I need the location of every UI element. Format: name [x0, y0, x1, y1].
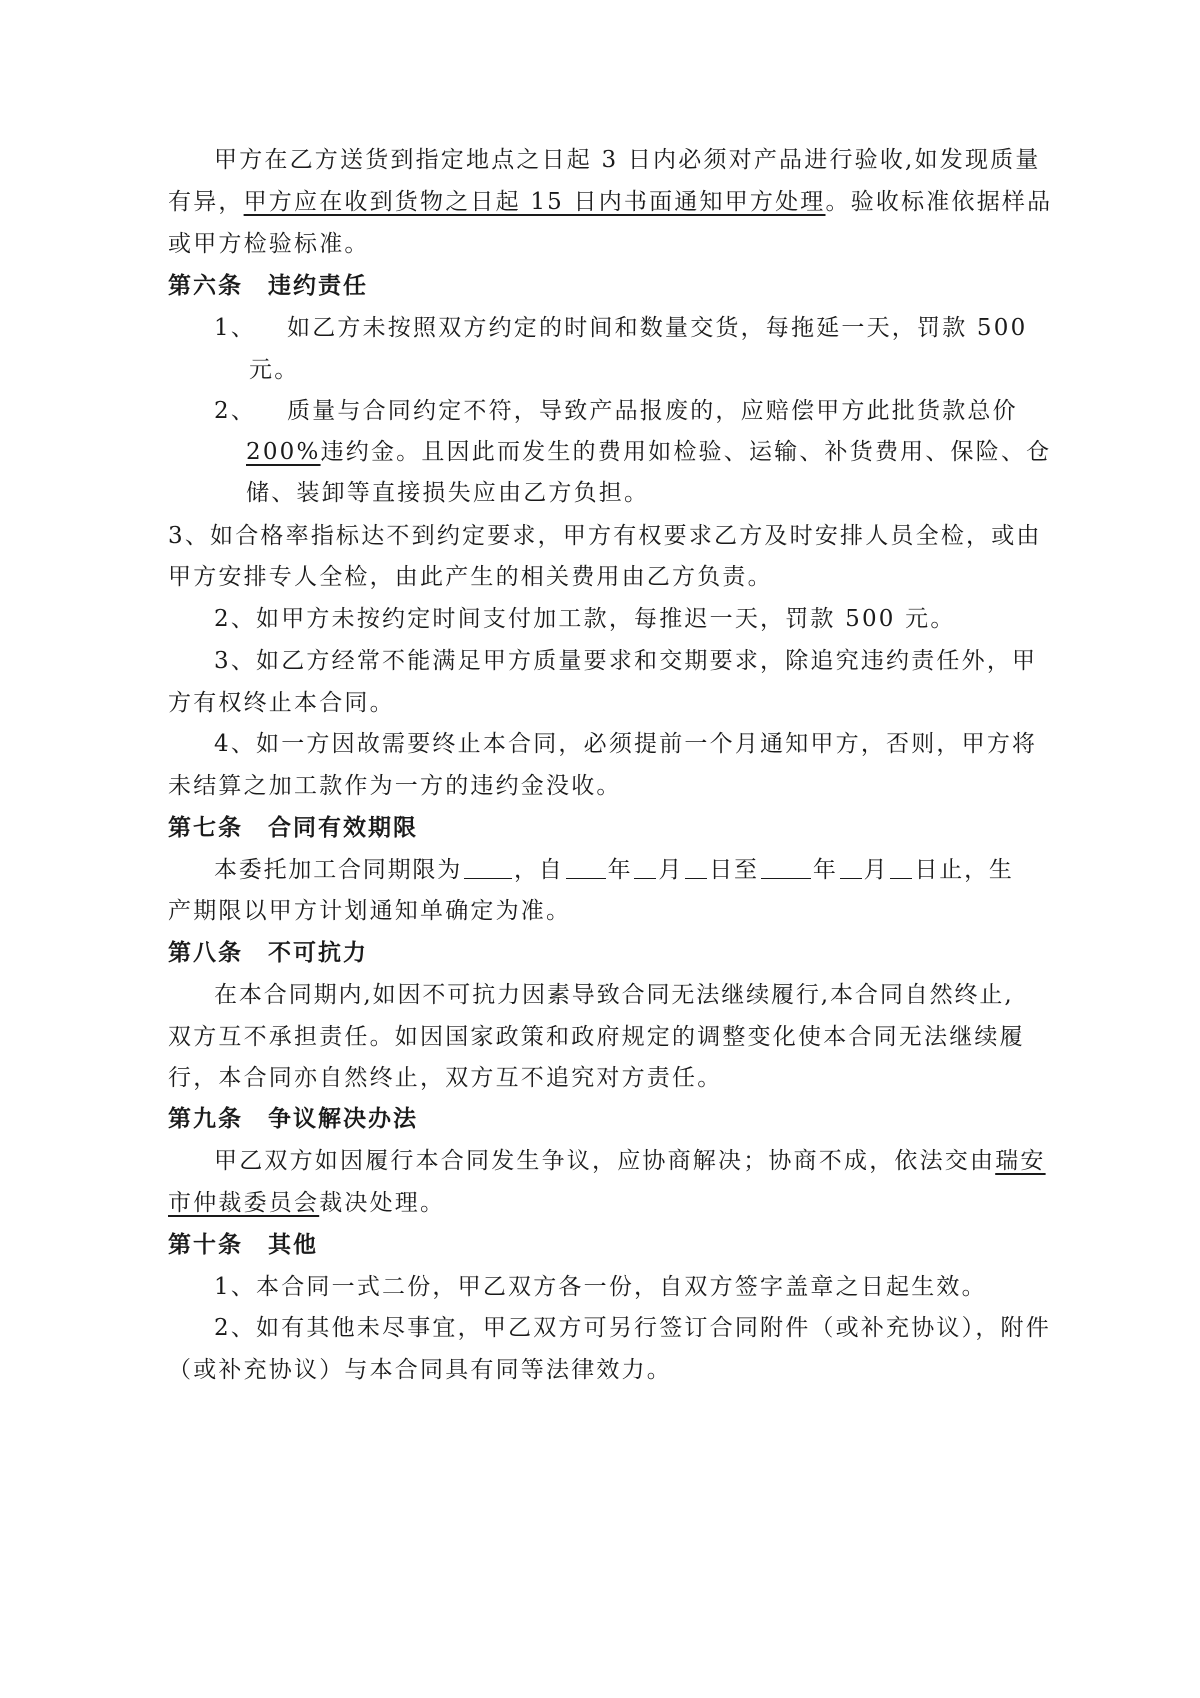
acceptance-paragraph-line-3: 或甲方检验标准。 — [168, 231, 370, 257]
article-6-item-1-line-2: 元。 — [249, 357, 300, 383]
acceptance-paragraph-line-1: 甲方在乙方送货到指定地点之日起 3 日内必须对产品进行验收,如发现质量 — [214, 147, 1041, 173]
text: ，自 — [514, 857, 564, 883]
underlined-percentage: 200% — [246, 439, 321, 465]
article-6-item-2-number: 2、 — [214, 398, 257, 424]
article-6-item-1-line-1: 如乙方未按照双方约定的时间和数量交货，每拖延一天，罚款 500 — [287, 315, 1028, 341]
article-6-para-6-line-1: 4、如一方因故需要终止本合同，必须提前一个月通知甲方，否则，甲方将 — [214, 731, 1038, 757]
blank-end-day[interactable] — [890, 856, 912, 879]
text: 月 — [863, 857, 889, 883]
article-8-line-2: 双方互不承担责任。如因国家政策和政府规定的调整变化使本合同无法继续履 — [168, 1024, 1025, 1050]
blank-start-day[interactable] — [685, 856, 707, 879]
blank-end-month[interactable] — [840, 856, 862, 879]
article-6-para-5-line-2: 方有权终止本合同。 — [168, 690, 395, 716]
article-8-line-3: 行，本合同亦自然终止，双方互不追究对方责任。 — [168, 1065, 723, 1091]
article-7-heading: 第七条 合同有效期限 — [168, 814, 418, 841]
text: 裁决处理。 — [319, 1190, 446, 1216]
blank-start-month[interactable] — [634, 856, 656, 879]
article-6-heading: 第六条 违约责任 — [168, 272, 368, 299]
article-6-item-2-line-2 — [246, 437, 1051, 467]
text: 甲乙双方如因履行本合同发生争议，应协商解决；协商不成，依法交由 — [214, 1148, 996, 1174]
article-10-para-2-line-2: （或补充协议）与本合同具有同等法律效力。 — [168, 1357, 672, 1383]
underlined-arbitration-body: 市仲裁委员会 — [168, 1190, 320, 1216]
article-6-para-3-line-2: 甲方安排专人全检，由此产生的相关费用由乙方负责。 — [168, 564, 773, 590]
article-10-para-1: 1、本合同一式二份，甲乙双方各一份，自双方签字盖章之日起生效。 — [214, 1274, 987, 1300]
article-6-para-6-line-2: 未结算之加工款作为一方的违约金没收。 — [168, 773, 622, 799]
acceptance-paragraph-line-2 — [168, 187, 1052, 217]
article-6-item-1-number: 1、 — [214, 315, 257, 341]
article-9-heading: 第九条 争议解决办法 — [168, 1105, 418, 1132]
article-9-line-1 — [214, 1146, 1046, 1176]
blank-end-year[interactable] — [761, 856, 811, 879]
article-9-line-2 — [168, 1188, 445, 1218]
text: 日至 — [709, 857, 759, 883]
article-8-heading: 第八条 不可抗力 — [168, 939, 368, 966]
article-6-para-5-line-1: 3、如乙方经常不能满足甲方质量要求和交期要求，除追究违约责任外，甲 — [214, 648, 1038, 674]
text: 违约金。且因此而发生的费用如检验、运输、补货费用、保险、仓 — [320, 439, 1052, 465]
article-6-item-2-line-3: 储、装卸等直接损失应由乙方负担。 — [246, 480, 650, 506]
article-6-para-4: 2、如甲方未按约定时间支付加工款，每推迟一天，罚款 500 元。 — [214, 606, 956, 632]
article-8-line-1: 在本合同期内,如因不可抗力因素导致合同无法继续履行,本合同自然终止, — [214, 982, 1014, 1008]
article-7-term-line-1 — [214, 855, 1014, 885]
blank-start-year[interactable] — [566, 856, 606, 879]
text: 。验收标准依据样品 — [825, 189, 1053, 215]
text: 月 — [658, 857, 684, 883]
article-10-heading: 第十条 其他 — [168, 1231, 318, 1258]
blank-term[interactable] — [464, 856, 512, 879]
text: 有异， — [168, 189, 244, 215]
text: 日止，生 — [914, 857, 1014, 883]
text: 本委托加工合同期限为 — [214, 857, 462, 883]
article-7-term-line-2: 产期限以甲方计划通知单确定为准。 — [168, 898, 572, 924]
text: 年 — [607, 857, 633, 883]
underlined-city: 瑞安 — [995, 1148, 1046, 1174]
underlined-notice-clause: 甲方应在收到货物之日起 15 日内书面通知甲方处理 — [243, 189, 826, 215]
article-6-para-3-line-1: 3、如合格率指标达不到约定要求，甲方有权要求乙方及时安排人员全检，或由 — [168, 523, 1042, 549]
text: 年 — [812, 857, 838, 883]
article-10-para-2-line-1: 2、如有其他未尽事宜，甲乙双方可另行签订合同附件（或补充协议），附件 — [214, 1315, 1051, 1341]
article-6-item-2-line-1: 质量与合同约定不符，导致产品报废的，应赔偿甲方此批货款总价 — [287, 398, 1018, 424]
